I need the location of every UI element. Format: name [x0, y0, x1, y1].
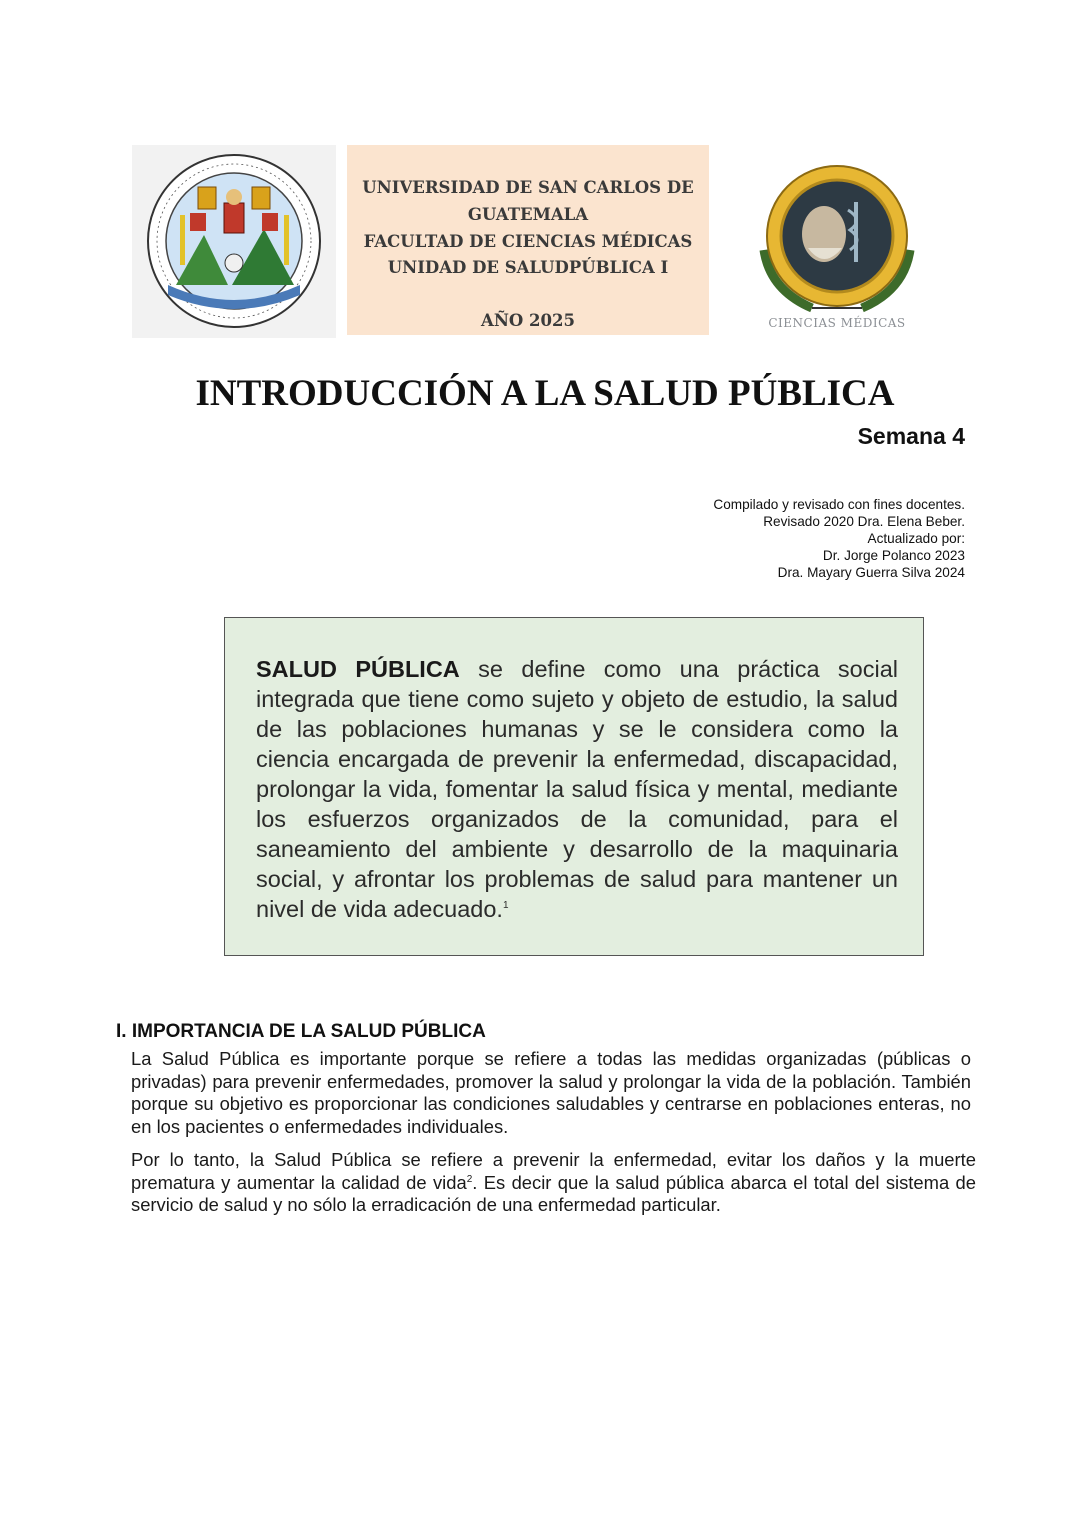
university-header-box	[347, 145, 709, 335]
university-name-line1: UNIVERSIDAD DE SAN CARLOS DE	[362, 178, 694, 197]
faculty-seal-icon	[742, 140, 932, 340]
faculty-name: FACULTAD DE CIENCIAS MÉDICAS	[363, 232, 693, 251]
usac-seal-icon	[132, 145, 336, 338]
page-title: INTRODUCCIÓN A LA SALUD PÚBLICA	[195, 373, 895, 414]
faculty-seal-logo	[742, 140, 932, 340]
section-paragraph-1: La Salud Pública es importante porque se refiere a todas las medidas organizadas (públicas o privadas) para prevenir enfermedades, promover la salud y prolongar la vida de la población. También porque su objetivo es proporcionar las condiciones saludables y centrarse en poblaciones enteras, no en los pacientes o enfermedades individuales.	[131, 1048, 971, 1137]
credit-line: Actualizado por:	[867, 531, 965, 546]
footnote-marker: 2	[466, 1173, 473, 1185]
credit-line: Dr. Jorge Polanco 2023	[822, 548, 965, 563]
faculty-seal-caption: CIENCIAS MÉDICAS	[768, 316, 906, 330]
definition-term: SALUD PÚBLICA	[256, 656, 460, 682]
week-label: Semana 4	[857, 423, 965, 449]
credit-line: Revisado 2020 Dra. Elena Beber.	[763, 514, 965, 529]
year-label: AÑO 2025	[481, 311, 575, 330]
definition-box	[224, 617, 924, 956]
section-paragraph-2	[131, 1149, 976, 1217]
paragraph-2-part-b: . Es decir que la salud pública abarca el total del sistema de servicio de salud y no sólo la erradicación de una enfermedad particular.	[131, 1171, 977, 1215]
definition-text	[256, 654, 898, 924]
credit-line: Compilado y revisado con fines docentes.	[713, 497, 965, 512]
paragraph-2-part-a: Por lo tanto, la Salud Pública se refiere a prevenir la enfermedad, evitar los daños y la muerte prematura y aumentar la calidad de vida	[131, 1149, 976, 1193]
credits-block	[713, 496, 965, 581]
credit-line: Dra. Mayary Guerra Silva 2024	[777, 565, 965, 580]
usac-seal-logo	[132, 145, 336, 338]
section-heading: I. IMPORTANCIA DE LA SALUD PÚBLICA	[116, 1021, 486, 1042]
unit-name: UNIDAD DE SALUDPÚBLICA I	[387, 258, 669, 277]
university-name-line2: GUATEMALA	[467, 205, 589, 224]
footnote-marker: 1	[502, 900, 509, 912]
definition-body: se define como una práctica social integrada que tiene como sujeto y objeto de estudio, la salud de las poblaciones humanas y se le considera como la ciencia encargada de prevenir la enfermedad, discapacidad, prolongar la vida, fomentar la salud física y mental, mediante los esfuerzos organizados de la comunidad, para el saneamiento del ambiente y desarrollo de la maquinaria social, y afrontar los problemas de salud para mantener un nivel de vida adecuado.	[256, 656, 898, 922]
